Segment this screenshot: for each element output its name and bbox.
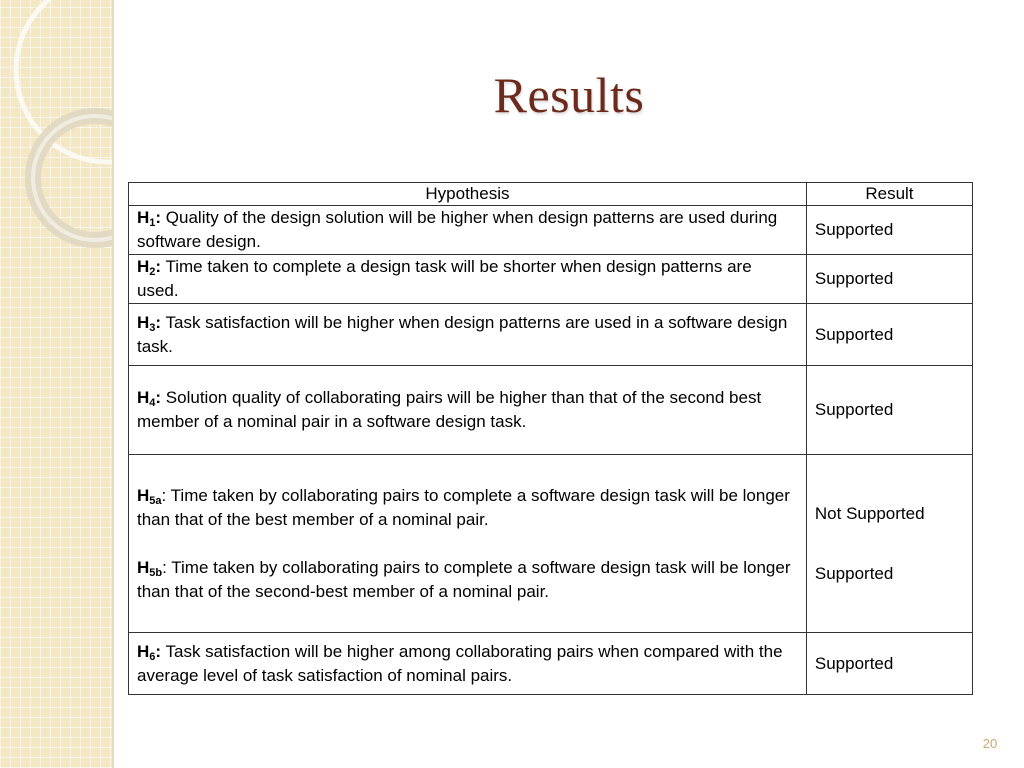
hypothesis-cell <box>129 455 807 633</box>
hypothesis-block <box>137 484 798 532</box>
hypothesis-id: $H_1$: <box>137 208 162 229</box>
hypothesis-cell <box>129 366 807 455</box>
table-row <box>129 206 973 255</box>
result-cell: Supported <box>806 366 972 455</box>
header-result: Result <box>806 183 972 206</box>
hypothesis-id: $H_2$: <box>137 257 162 278</box>
result-cell <box>806 455 972 633</box>
result-text: Not Supported <box>814 503 925 523</box>
result-text: Supported <box>814 563 894 583</box>
result-cell: Supported <box>806 206 972 255</box>
table-row <box>129 366 973 455</box>
page-number: 20 <box>982 736 998 751</box>
hypothesis-id: $H_3$: <box>137 312 162 334</box>
hypothesis-id: $H_{5a}$ <box>137 485 162 507</box>
hypothesis-text: Task satisfaction will be higher when design patterns are used in a software design task. <box>137 312 788 356</box>
hypothesis-cell <box>129 255 807 304</box>
hypothesis-text: : Time taken by collaborating pairs to complete a software design task will be longer than that of the second-best member of a nominal pair. <box>137 557 791 601</box>
hypothesis-block <box>137 556 798 604</box>
table-row <box>129 304 973 366</box>
hypothesis-cell <box>129 304 807 366</box>
decorative-circles <box>0 0 112 768</box>
hypothesis-text: Quality of the design solution will be higher when design patterns are used during software design. <box>137 208 778 251</box>
hypothesis-text: Task satisfaction will be higher among collaborating pairs when compared with the average level of task satisfaction of nominal pairs. <box>137 641 783 685</box>
result-cell: Supported <box>806 304 972 366</box>
hypothesis-text: : Time taken by collaborating pairs to complete a software design task will be longer than that of the best member of a nominal pair. <box>137 485 790 529</box>
hypothesis-id: $H_{5b}$ <box>137 557 163 579</box>
header-hypothesis: Hypothesis <box>129 183 807 206</box>
slide-title: Results <box>493 67 645 123</box>
result-cell: Supported <box>806 255 972 304</box>
decorative-side-panel <box>0 0 112 768</box>
results-table <box>128 182 973 695</box>
table-header-row <box>129 183 973 206</box>
hypothesis-id: $H_6$: <box>137 641 162 663</box>
hypothesis-cell <box>129 206 807 255</box>
hypothesis-cell <box>129 633 807 695</box>
table-row <box>129 633 973 695</box>
result-cell: Supported <box>806 633 972 695</box>
hypothesis-text: Solution quality of collaborating pairs will be higher than that of the second best member of a nominal pair in a software design task. <box>137 388 762 431</box>
hypothesis-id: $H_4$: <box>137 388 162 409</box>
table-row <box>129 255 973 304</box>
table-row <box>129 455 973 633</box>
hypothesis-text: Time taken to complete a design task will be shorter when design patterns are used. <box>137 257 752 300</box>
